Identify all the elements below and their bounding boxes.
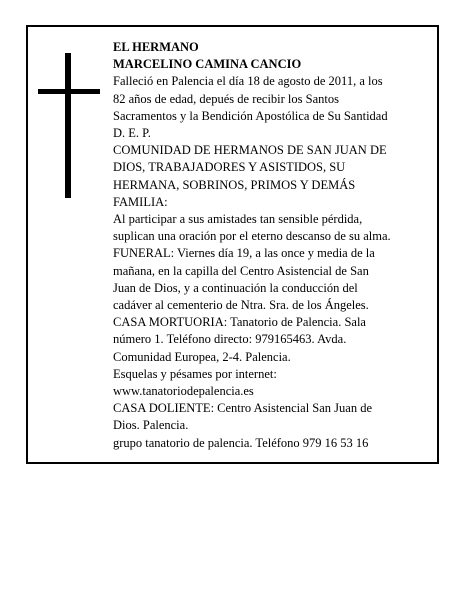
notice-line: Sacramentos y la Bendición Apostólica de Su Santidad (113, 108, 388, 123)
cross-icon (38, 53, 100, 198)
notice-line: CASA MORTUORIA: Tanatorio de Palencia. Sala (113, 315, 366, 330)
notice-line: suplican una oración por el eterno descanso de su alma. (113, 229, 391, 244)
notice-line: FUNERAL: Viernes día 19, a las once y media de la (113, 246, 375, 261)
notice-line: Juan de Dios, y a continuación la conducción del (113, 280, 358, 295)
notice-line: Al participar a sus amistades tan sensible pérdida, (113, 212, 363, 227)
cross-horizontal-bar (38, 89, 100, 94)
website-link[interactable]: www.tanatoriodepalencia.es (113, 384, 254, 399)
notice-line: cadáver al cementerio de Ntra. Sra. de los Ángeles. (113, 298, 369, 313)
cross-vertical-bar (65, 53, 71, 198)
notice-line: Dios. Palencia. (113, 418, 189, 433)
notice-line: COMUNIDAD DE HERMANOS DE SAN JUAN DE (113, 143, 387, 158)
notice-line: 82 años de edad, depués de recibir los Santos (113, 91, 339, 106)
notice-heading-title: EL HERMANO (113, 40, 199, 54)
notice-line: D. E. P. (113, 126, 151, 141)
notice-line: Esquelas y pésames por internet: (113, 366, 277, 381)
notice-line: número 1. Teléfono directo: 979165463. Avda. (113, 332, 347, 347)
notice-line: CASA DOLIENTE: Centro Asistencial San Juan de (113, 401, 372, 416)
notice-line: grupo tanatorio de palencia. Teléfono 979 16 53 16 (113, 435, 369, 450)
obituary-text (113, 39, 423, 452)
notice-line: DIOS, TRABAJADORES Y ASISTIDOS, SU (113, 160, 346, 175)
notice-line: Comunidad Europea, 2-4. Palencia. (113, 349, 291, 364)
notice-line: FAMILIA: (113, 194, 168, 209)
notice-line: mañana, en la capilla del Centro Asistencial de San (113, 263, 369, 278)
notice-line: Falleció en Palencia el día 18 de agosto de 2011, a los (113, 74, 383, 89)
notice-line: HERMANA, SOBRINOS, PRIMOS Y DEMÁS (113, 177, 356, 192)
deceased-name: MARCELINO CAMINA CANCIO (113, 57, 302, 72)
